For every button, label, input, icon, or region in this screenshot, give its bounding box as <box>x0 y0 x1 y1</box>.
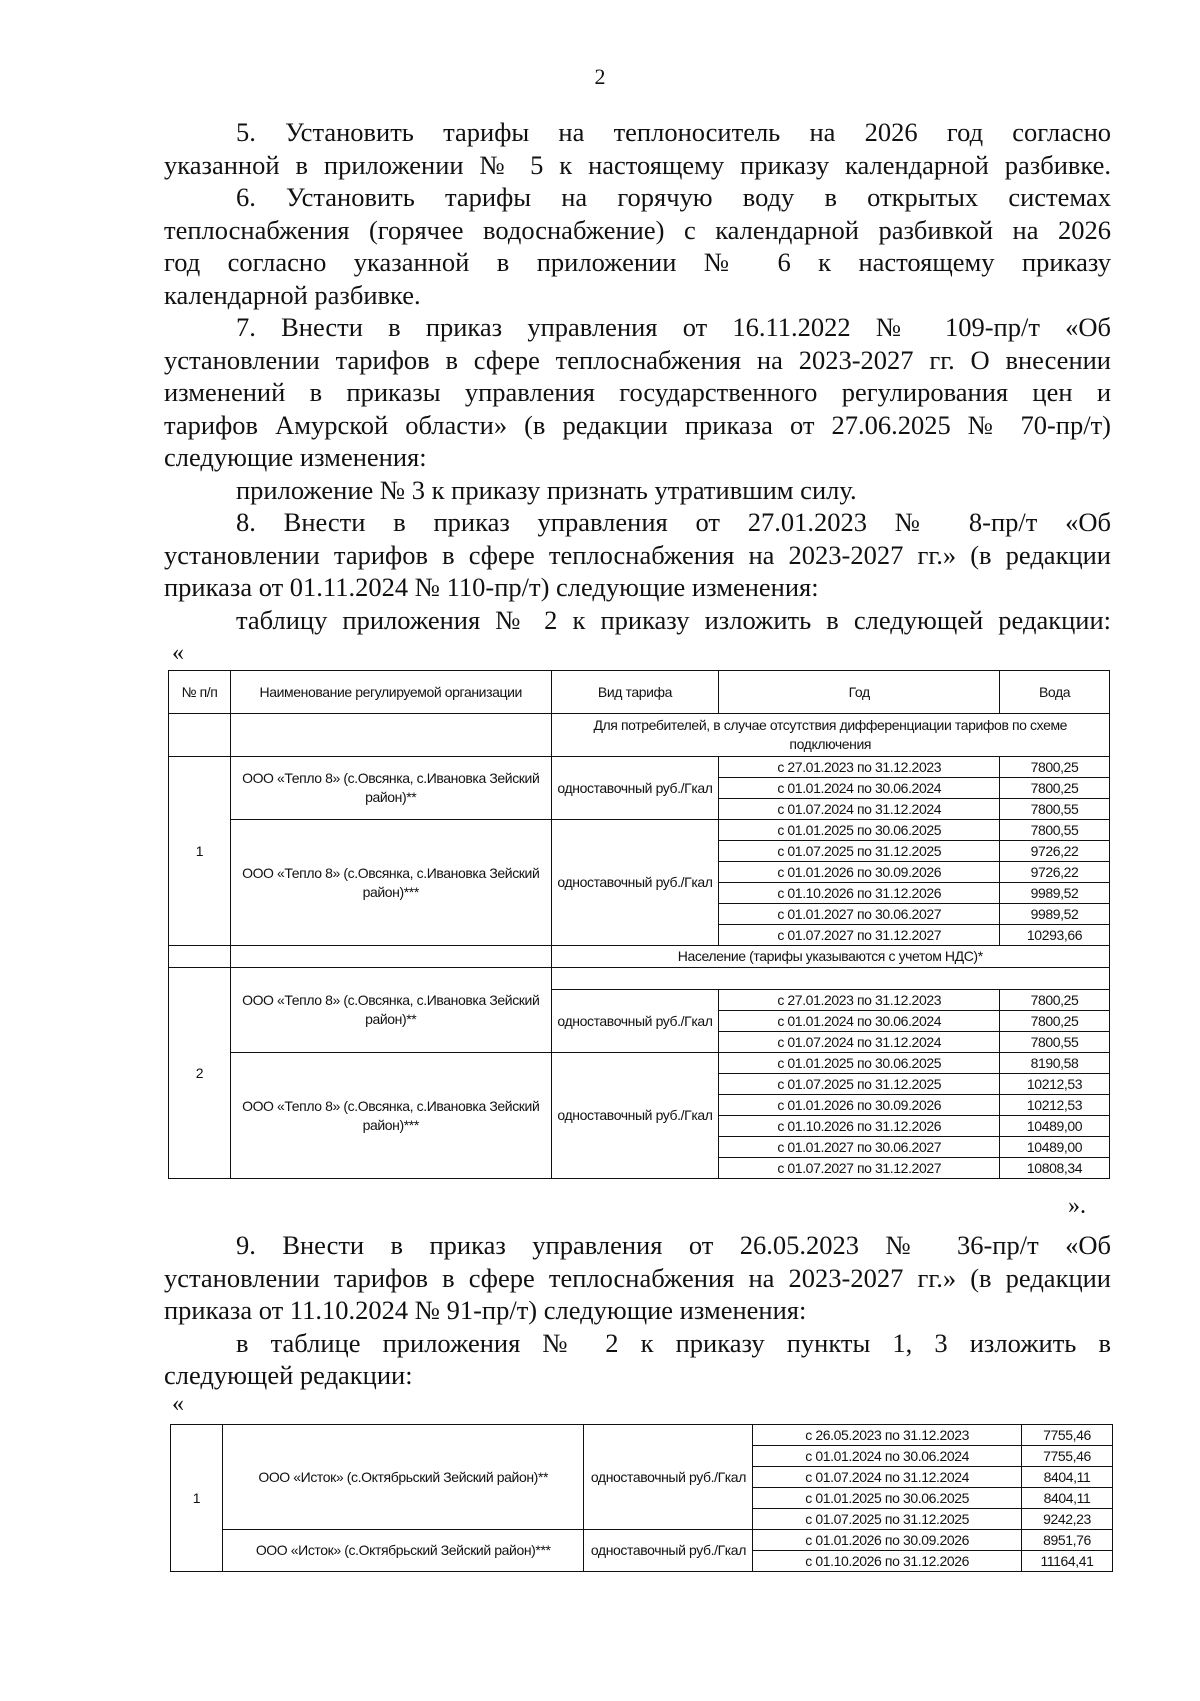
period: с 01.01.2026 по 30.09.2026 <box>719 1095 1000 1116</box>
text-line: 9. Внести в приказ управления от 26.05.2023 № 36-пр/т «Об <box>236 1230 1111 1260</box>
tariff-table-2 <box>170 1424 1113 1572</box>
empty-cell <box>230 714 551 757</box>
tariff-type: одноставочный руб./Гкал <box>551 990 719 1053</box>
tariff-type: одноставочный руб./Гкал <box>551 757 719 820</box>
section-consumers: Для потребителей, в случае отсутствия дифференциации тарифов по схеме подключения <box>551 714 1109 757</box>
period: с 01.10.2026 по 31.12.2026 <box>719 883 1000 904</box>
period: с 27.01.2023 по 31.12.2023 <box>719 757 1000 778</box>
period: с 01.01.2027 по 30.06.2027 <box>719 904 1000 925</box>
body-text-item-9 <box>164 1229 1111 1392</box>
empty-cell <box>169 714 231 757</box>
tariff-value: 7800,55 <box>1000 799 1110 820</box>
row-number: 1 <box>171 1425 223 1572</box>
text-line: тарифов Амурской области» (в редакции приказа от 27.06.2025 № 70-пр/т) <box>164 409 1111 440</box>
tariff-table-1 <box>168 670 1110 1179</box>
table-row <box>169 1053 1110 1074</box>
text-line: установлении тарифов в сфере теплоснабжения на 2023-2027 гг.» (в редакции <box>164 1262 1111 1293</box>
open-quote-2: « <box>172 1391 184 1417</box>
tariff-value: 10293,66 <box>1000 925 1110 946</box>
tariff-value: 10212,53 <box>1000 1095 1110 1116</box>
empty-cell <box>551 968 1109 990</box>
text-line: приказа от 11.10.2024 № 91-пр/т) следующие изменения: <box>164 1295 807 1325</box>
tariff-type: одноставочный руб./Гкал <box>551 820 719 946</box>
tariff-type: одноставочный руб./Гкал <box>551 1053 719 1179</box>
text-line: теплоснабжения (горячее водоснабжение) с календарной разбивкой на 2026 <box>164 214 1111 245</box>
page-number: 2 <box>594 64 606 89</box>
body-text-items-5-8 <box>164 116 1111 636</box>
period: с 01.07.2024 по 31.12.2024 <box>719 1032 1000 1053</box>
header-period: Год <box>719 671 1000 714</box>
tariff-value: 7800,25 <box>1000 778 1110 799</box>
text-line: изменений в приказы управления государственного регулирования цен и <box>164 377 1111 407</box>
table-row <box>169 820 1110 841</box>
tariff-value: 7800,25 <box>1000 990 1110 1011</box>
tariff-value: 10489,00 <box>1000 1137 1110 1158</box>
header-water: Вода <box>1000 671 1110 714</box>
text-line: указанной в приложении № 5 к настоящему приказу календарной разбивке. <box>164 149 1111 180</box>
text-line: таблицу приложения № 2 к приказу изложить в следующей редакции: <box>236 604 1111 635</box>
tariff-value: 10489,00 <box>1000 1116 1110 1137</box>
period: с 01.01.2026 по 30.09.2026 <box>719 862 1000 883</box>
table-row <box>169 757 1110 778</box>
text-line: 5. Установить тарифы на теплоноситель на 2026 год согласно <box>236 117 1111 147</box>
period: с 01.07.2025 по 31.12.2025 <box>753 1509 1022 1530</box>
table-row <box>171 1530 1113 1551</box>
text-line: в таблице приложения № 2 к приказу пункты 1, 3 изложить в <box>236 1327 1111 1358</box>
tariff-value: 8404,11 <box>1022 1488 1113 1509</box>
period: с 01.10.2026 по 31.12.2026 <box>753 1551 1022 1572</box>
organization-name: ООО «Тепло 8» (с.Овсянка, с.Ивановка Зейский район)** <box>230 757 551 820</box>
period: с 01.07.2025 по 31.12.2025 <box>719 841 1000 862</box>
period: с 01.01.2024 по 30.06.2024 <box>753 1446 1022 1467</box>
row-number: 2 <box>169 968 231 1179</box>
text-line: следующей редакции: <box>164 1360 413 1390</box>
empty-cell <box>230 946 551 968</box>
tariff-value: 7755,46 <box>1022 1425 1113 1446</box>
tariff-value: 10808,34 <box>1000 1158 1110 1179</box>
table-row <box>171 1425 1113 1446</box>
tariff-value: 7800,25 <box>1000 757 1110 778</box>
tariff-value: 7800,25 <box>1000 1011 1110 1032</box>
tariff-value: 8404,11 <box>1022 1467 1113 1488</box>
close-quote: ». <box>1068 1193 1086 1219</box>
text-line: 7. Внести в приказ управления от 16.11.2022 № 109-пр/т «Об <box>236 312 1111 342</box>
tariff-value: 7755,46 <box>1022 1446 1113 1467</box>
tariff-value: 8190,58 <box>1000 1053 1110 1074</box>
period: с 01.07.2027 по 31.12.2027 <box>719 1158 1000 1179</box>
period: с 01.01.2027 по 30.06.2027 <box>719 1137 1000 1158</box>
period: с 27.01.2023 по 31.12.2023 <box>719 990 1000 1011</box>
period: с 01.01.2025 по 30.06.2025 <box>719 820 1000 841</box>
tariff-value: 9989,52 <box>1000 883 1110 904</box>
tariff-type: одноставочный руб./Гкал <box>584 1425 753 1530</box>
tariff-value: 9242,23 <box>1022 1509 1113 1530</box>
period: с 01.01.2025 по 30.06.2025 <box>719 1053 1000 1074</box>
period: с 01.07.2024 по 31.12.2024 <box>719 799 1000 820</box>
header-tariff-type: Вид тарифа <box>551 671 719 714</box>
tariff-value: 8951,76 <box>1022 1530 1113 1551</box>
tariff-value: 9726,22 <box>1000 862 1110 883</box>
text-line: год согласно указанной в приложении № 6 к настоящему приказу <box>164 247 1111 277</box>
period: с 01.07.2024 по 31.12.2024 <box>753 1467 1022 1488</box>
tariff-value: 11164,41 <box>1022 1551 1113 1572</box>
tariff-value: 9989,52 <box>1000 904 1110 925</box>
tariff-type: одноставочный руб./Гкал <box>584 1530 753 1572</box>
organization-name: ООО «Тепло 8» (с.Овсянка, с.Ивановка Зейский район)*** <box>230 820 551 946</box>
row-number: 1 <box>169 757 231 946</box>
period: с 01.07.2025 по 31.12.2025 <box>719 1074 1000 1095</box>
tariff-value: 9726,22 <box>1000 841 1110 862</box>
text-line: 6. Установить тарифы на горячую воду в открытых системах <box>236 182 1111 212</box>
tariff-value: 7800,55 <box>1000 820 1110 841</box>
organization-name: ООО «Тепло 8» (с.Овсянка, с.Ивановка Зейский район)*** <box>230 1053 551 1179</box>
text-line: установлении тарифов в сфере теплоснабжения на 2023-2027 гг. О внесении <box>164 344 1111 375</box>
organization-name: ООО «Исток» (с.Октябрьский Зейский район)*** <box>222 1530 584 1572</box>
tariff-value: 7800,55 <box>1000 1032 1110 1053</box>
text-line: приложение № 3 к приказу признать утратившим силу. <box>236 474 857 505</box>
header-number: № п/п <box>169 671 231 714</box>
period: с 01.10.2026 по 31.12.2026 <box>719 1116 1000 1137</box>
text-line: приказа от 01.11.2024 № 110-пр/т) следующие изменения: <box>164 572 819 602</box>
period: с 01.01.2024 по 30.06.2024 <box>719 778 1000 799</box>
header-organization: Наименование регулируемой организации <box>230 671 551 714</box>
empty-cell <box>169 946 231 968</box>
text-line: установлении тарифов в сфере теплоснабжения на 2023-2027 гг.» (в редакции <box>164 539 1111 570</box>
period: с 26.05.2023 по 31.12.2023 <box>753 1425 1022 1446</box>
text-line: следующие изменения: <box>164 442 427 472</box>
period: с 01.07.2027 по 31.12.2027 <box>719 925 1000 946</box>
organization-name: ООО «Исток» (с.Октябрьский Зейский район)** <box>222 1425 584 1530</box>
text-line: календарной разбивке. <box>164 279 421 310</box>
period: с 01.01.2025 по 30.06.2025 <box>753 1488 1022 1509</box>
section-population: Население (тарифы указываются с учетом НДС)* <box>551 946 1109 968</box>
open-quote: « <box>172 640 184 666</box>
text-line: 8. Внести в приказ управления от 27.01.2023 № 8-пр/т «Об <box>236 507 1111 537</box>
tariff-value: 10212,53 <box>1000 1074 1110 1095</box>
organization-name: ООО «Тепло 8» (с.Овсянка, с.Ивановка Зейский район)** <box>230 968 551 1053</box>
period: с 01.01.2026 по 30.09.2026 <box>753 1530 1022 1551</box>
period: с 01.01.2024 по 30.06.2024 <box>719 1011 1000 1032</box>
